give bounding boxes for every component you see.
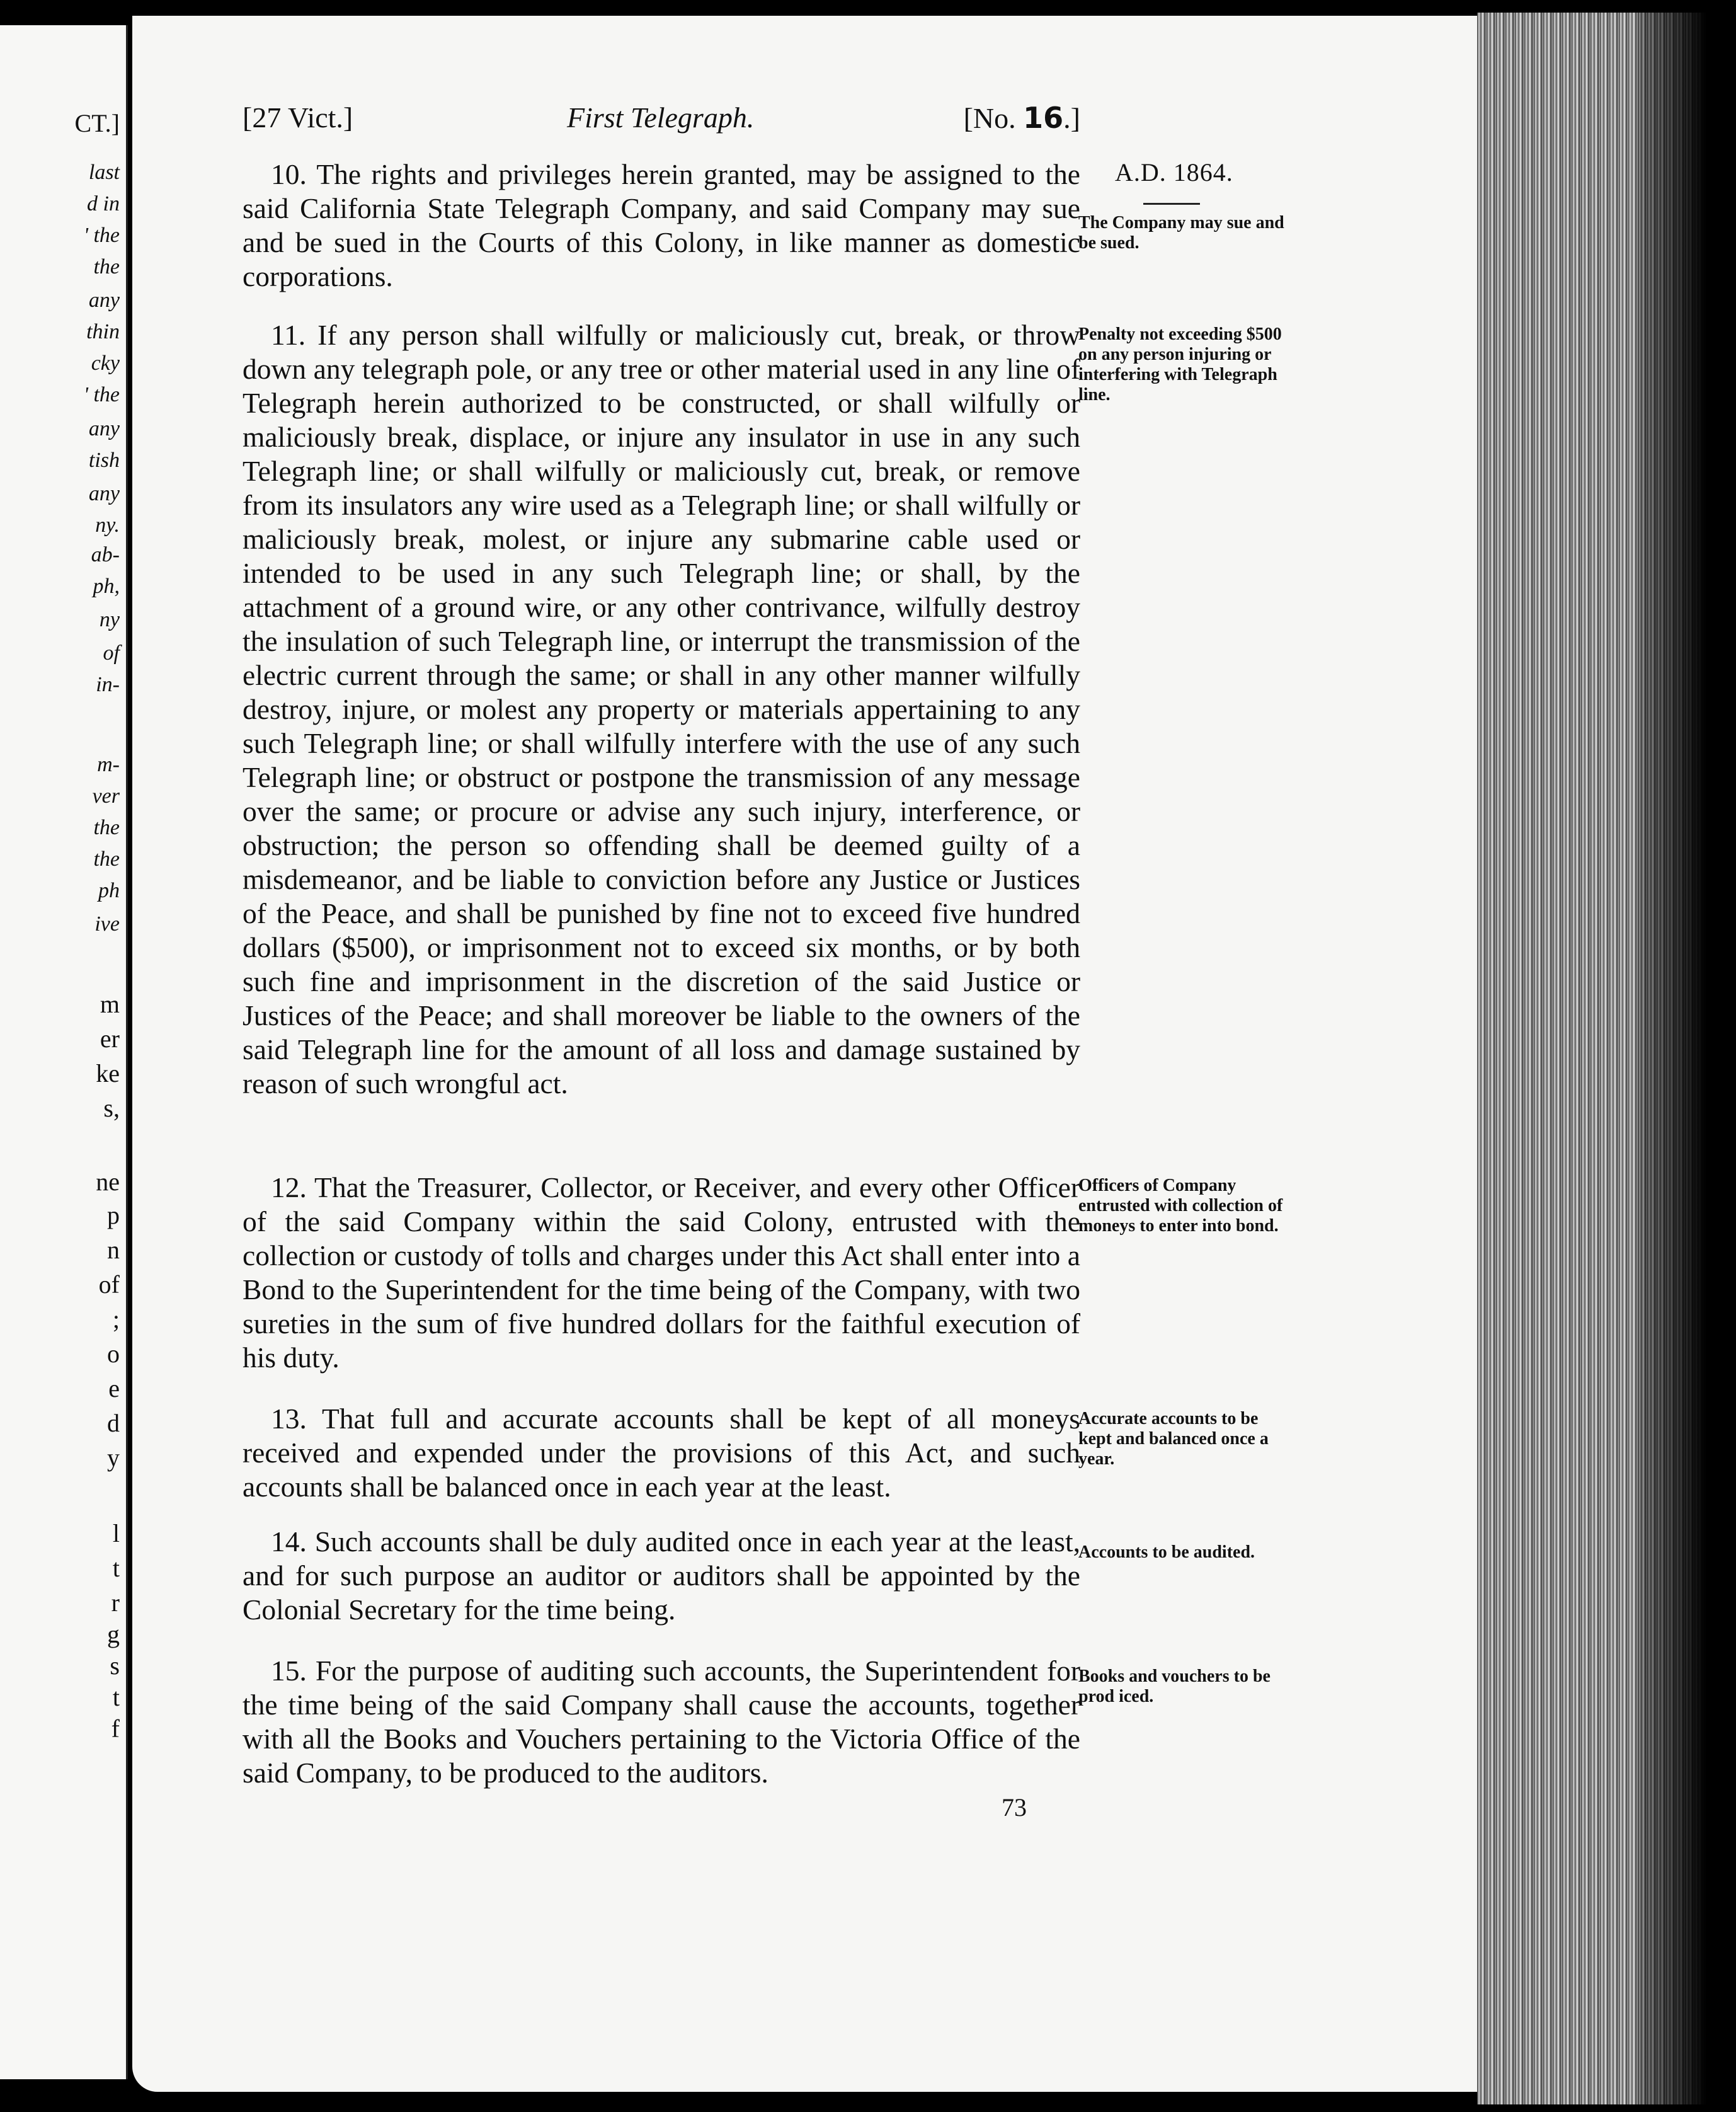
facing-page-word: ph, <box>93 575 120 598</box>
facing-page-word: ver <box>92 784 120 808</box>
section-12: 12. That the Treasurer, Collector, or Receiver, and every other Officer of the said Company within the said Colony, entrusted with the collection or custody of tolls and charges under this Act shall enter into a Bond to the Superintendent for the time being of the Company, with two sureties in the sum of five hundred dollars for the faithful execution of his duty. <box>243 1171 1080 1374</box>
facing-page-word: any <box>88 289 120 312</box>
margin-year: A.D. 1864. <box>1115 158 1233 187</box>
facing-page-word: any <box>88 482 120 505</box>
header-regnal-year: [27 Vict.] <box>243 101 353 134</box>
facing-page-word: thin <box>86 320 120 343</box>
facing-page-word: ne <box>96 1168 120 1196</box>
facing-page-word: the <box>93 816 120 839</box>
facing-page-word: ke <box>96 1059 120 1088</box>
header-title: First Telegraph. <box>567 101 755 134</box>
facing-page-word: y <box>107 1443 120 1472</box>
facing-page-word: the <box>93 255 120 278</box>
facing-page-word: ab- <box>91 543 120 566</box>
facing-page-word: ive <box>94 912 120 936</box>
margin-note-13: Accurate accounts to be kept and balanced once a year. <box>1078 1409 1269 1469</box>
facing-page-word: s <box>110 1651 120 1680</box>
facing-page-word: CT.] <box>74 109 120 137</box>
facing-page-word: er <box>100 1024 120 1053</box>
facing-page-word: of <box>98 1270 120 1299</box>
facing-page-word: o <box>107 1340 120 1368</box>
facing-page-word: any <box>88 417 120 440</box>
facing-page-word: p <box>107 1201 120 1229</box>
facing-page-fragment <box>0 25 128 2079</box>
facing-page-word: ; <box>112 1305 120 1333</box>
header-act-number <box>964 101 1080 135</box>
facing-page-word: last <box>88 161 120 184</box>
book-edge-shadow <box>1638 13 1736 2104</box>
facing-page-word: m <box>100 990 120 1018</box>
facing-page-word: e <box>108 1374 120 1403</box>
facing-page-word: in- <box>96 673 120 696</box>
facing-page-word: d <box>107 1409 120 1437</box>
facing-page-word: f <box>111 1714 120 1743</box>
facing-page-word: ny. <box>95 514 120 537</box>
facing-page-word: of <box>103 641 120 665</box>
facing-page-word: n <box>107 1236 120 1264</box>
facing-page-word: ny <box>99 608 120 631</box>
margin-rule <box>1143 203 1200 205</box>
section-14: 14. Such accounts shall be duly audited once in each year at the least, and for such purpose an auditor or auditors shall be appointed by the Colonial Secretary for the time being. <box>243 1525 1080 1626</box>
header-act-num: 16 <box>1023 101 1064 135</box>
facing-page-word: tish <box>88 449 120 472</box>
header-act-suffix: .] <box>1063 102 1080 134</box>
facing-page-word: ' the <box>83 383 120 406</box>
section-13: 13. That full and accurate accounts shall be kept of all moneys received and expended under the provisions of this Act, and such accounts shall be balanced once in each year at the least. <box>243 1403 1080 1503</box>
section-11: 11. If any person shall wilfully or maliciously cut, break, or throw down any telegraph pole, or any tree or other material used in any line of Telegraph herein authorized to be constructed, or shall wilfully or maliciously break, displace, or injure any insulator in use in any such Telegraph line; or shall wilfully or maliciously cut, break, or remove from its insulators any wire used as a Telegraph line; or shall wilfully or maliciously break, molest, or injure any submarine cable used or intended to be used in any such Telegraph line; or shall, by the attachment of a ground wire, or any other contrivance, wilfully destroy the insulation of such Telegraph line, or interrupt the transmission of the electric current through the same; or shall in any other manner wilfully destroy, injure, or molest any property or materials appertaining to any such Telegraph line; or shall wilfully interfere with the use of any such Telegraph line; or obstruct or postpone the transmission of any message over the same; or procure or advise any such injury, interference, or obstruction; the person so offending shall be deemed guilty of a misdemeanor, and be liable to conviction before any Justice or Justices of the Peace, and shall be punished by fine not to exceed five hundred dollars ($500), or imprisonment not to exceed six months, or by both such fine and imprisonment in the discretion of the said Justice or Justices of the Peace; and shall moreover be liable to the owners of the said Telegraph line for the amount of all loss and damage sustained by reason of such wrongful act. <box>243 319 1080 1099</box>
facing-page-word: ' the <box>83 224 120 247</box>
facing-page-word: g <box>107 1620 120 1648</box>
facing-page-word: l <box>112 1519 120 1547</box>
margin-note-10: The Company may sue and be sued. <box>1078 213 1284 253</box>
facing-page-word: d in <box>87 192 120 215</box>
facing-page-word: t <box>112 1554 120 1582</box>
facing-page-word: m- <box>97 753 120 776</box>
facing-page-word: the <box>93 847 120 871</box>
running-header <box>243 101 1080 139</box>
margin-note-12: Officers of Company entrusted with collection of moneys to enter into bond. <box>1078 1176 1283 1236</box>
margin-note-14: Accounts to be audited. <box>1078 1542 1255 1562</box>
section-15: 15. For the purpose of auditing such accounts, the Superintendent for the time being of the said Company shall cause the accounts, together with all the Books and Vouchers pertaining to the Victoria Office of the said Company, to be produced to the auditors. <box>243 1655 1080 1789</box>
margin-note-11: Penalty not exceeding $500 on any person injuring or interfering with Telegraph line. <box>1078 324 1282 405</box>
margin-note-15: Books and vouchers to be prod iced. <box>1078 1667 1271 1706</box>
section-10: 10. The rights and privileges herein granted, may be assigned to the said California State Telegraph Company, and said Company may sue and be sued in the Courts of this Colony, in like manner as domestic corporations. <box>243 158 1080 292</box>
page-number: 73 <box>1002 1793 1027 1822</box>
facing-page-word: cky <box>91 352 120 375</box>
facing-page-word: r <box>111 1588 120 1617</box>
facing-page-word: s, <box>103 1094 120 1122</box>
facing-page-word: ph <box>98 879 120 902</box>
facing-page-word: t <box>112 1683 120 1711</box>
header-act-prefix: [No. <box>963 102 1024 134</box>
